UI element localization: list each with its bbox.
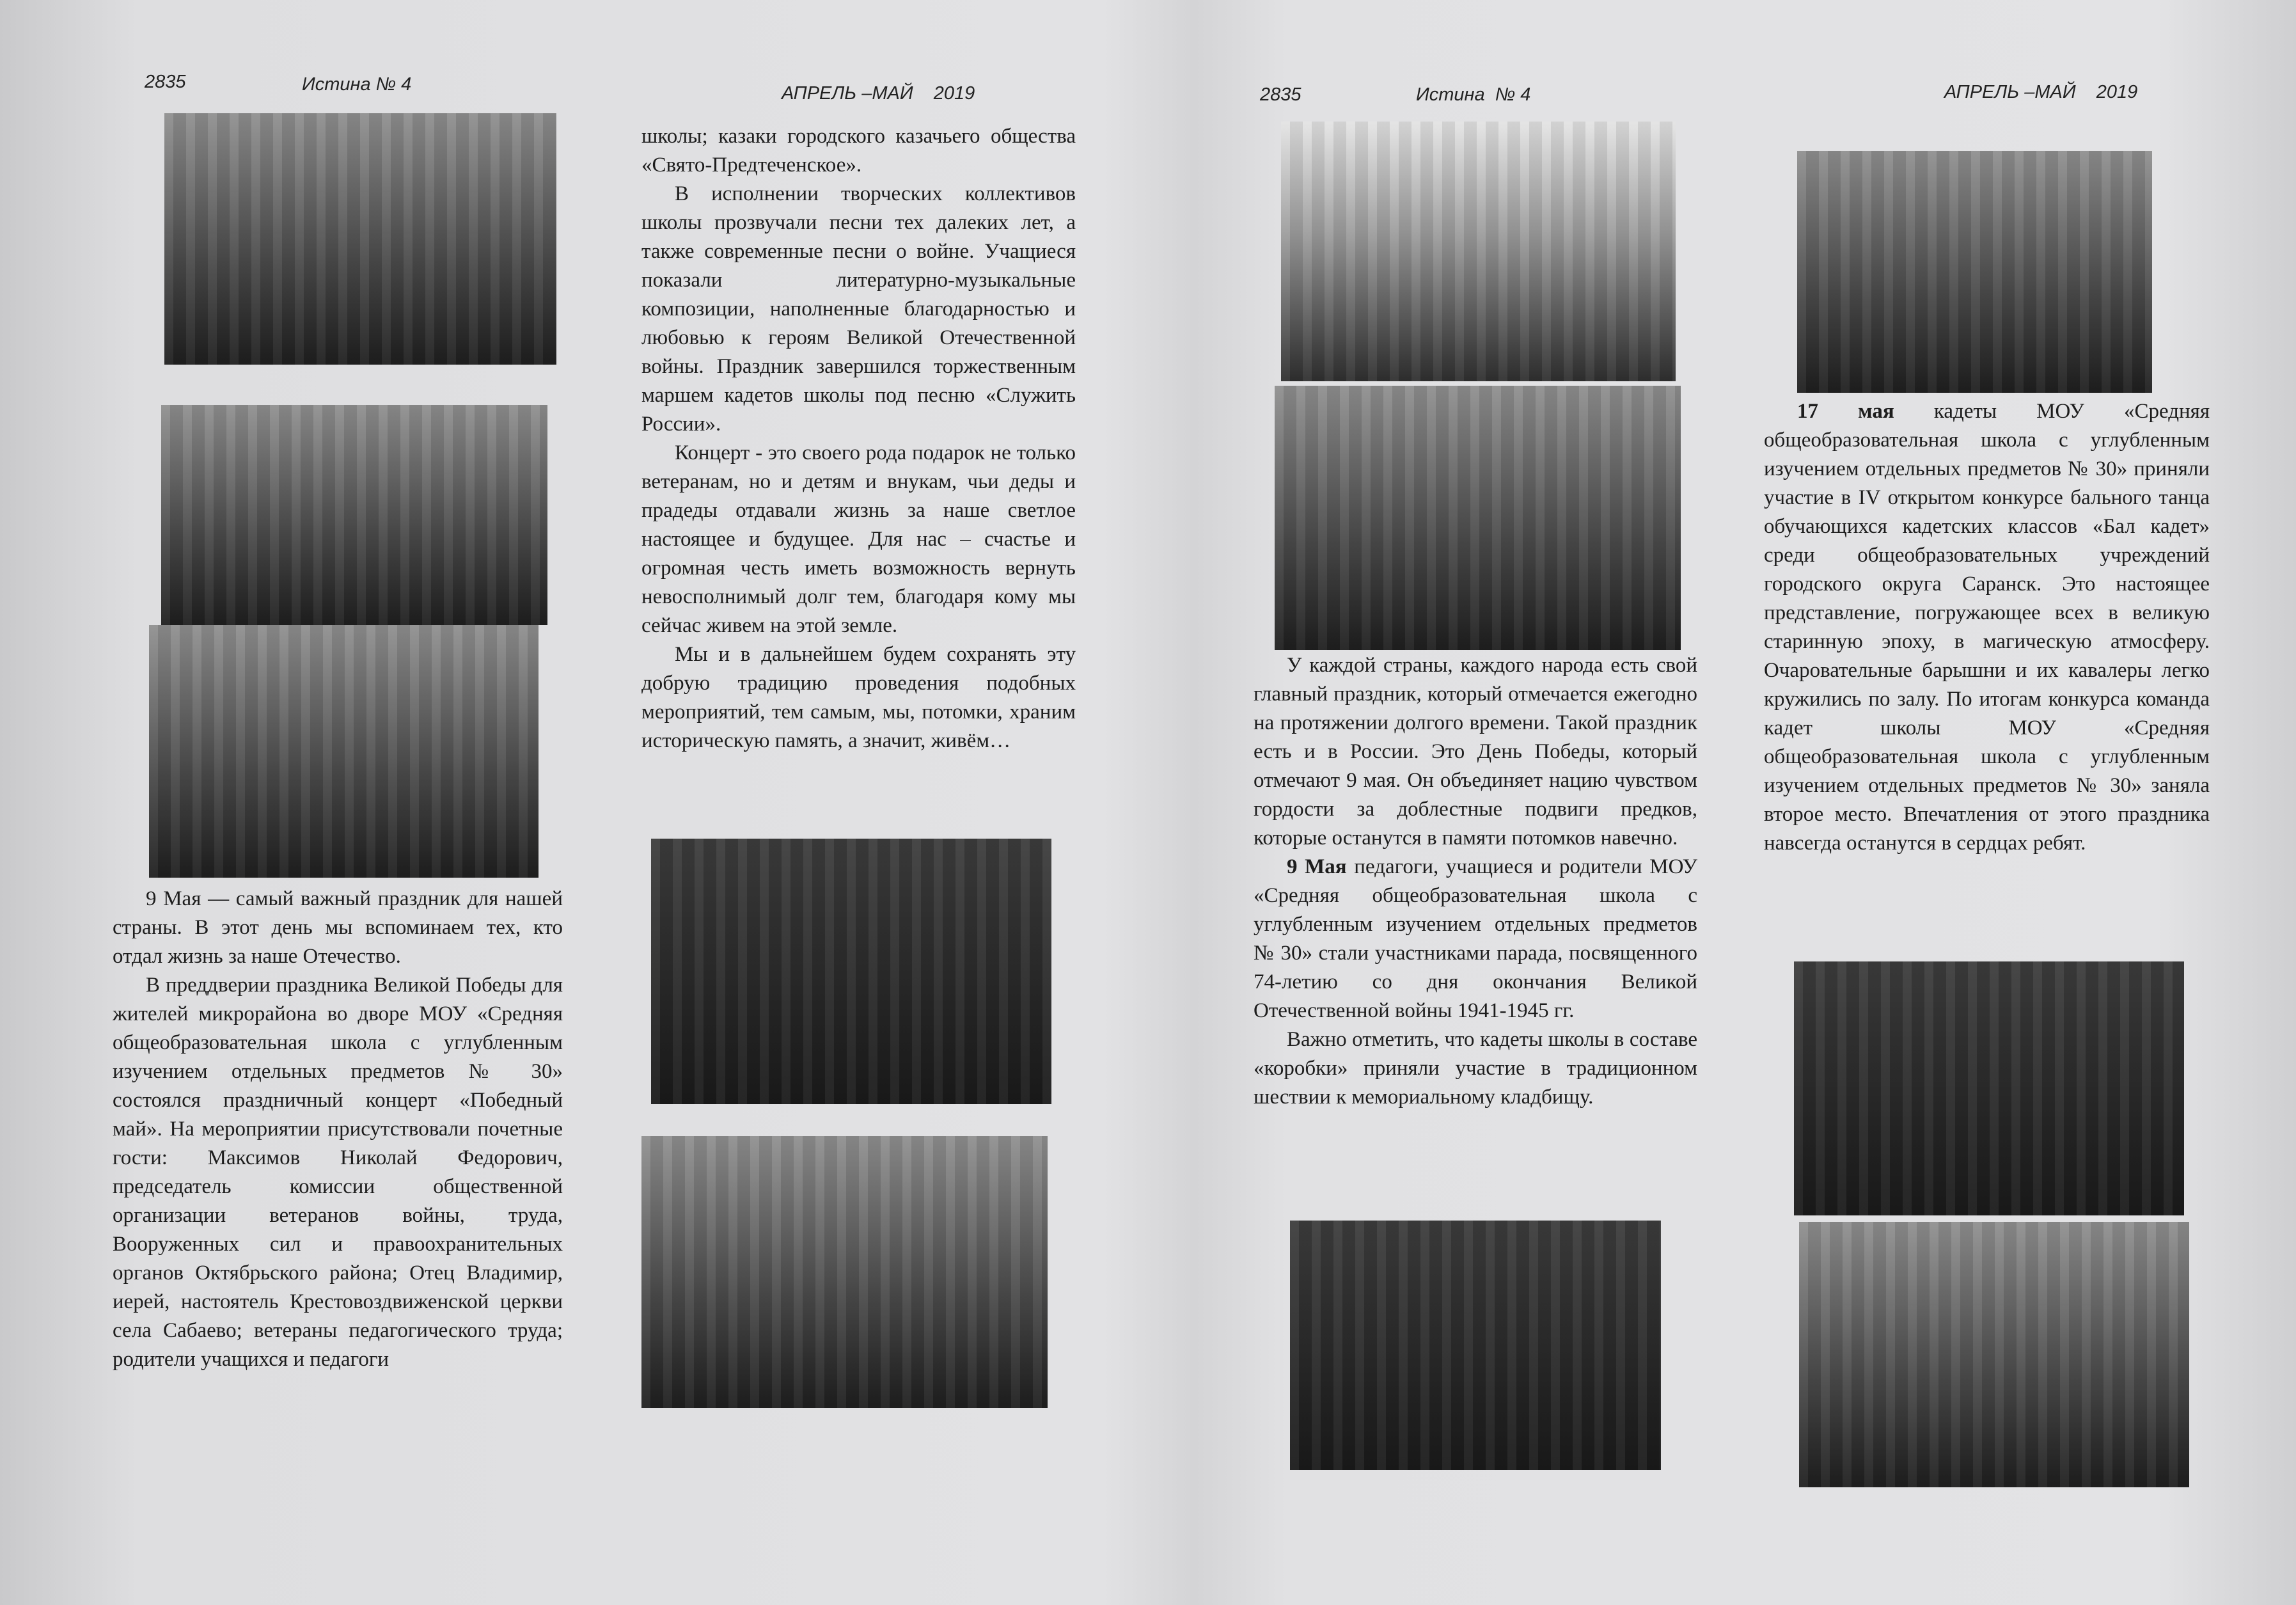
photo-cadets-with-balloons xyxy=(1797,151,2152,393)
photo-ball-dance xyxy=(1799,1222,2189,1487)
right-col2-paragraph-1 xyxy=(1764,397,2210,858)
left-col2-paragraph-3: Концерт - это своего рода подарок не только ветеранам, но и детям и внукам, чьи деды и прадеды отдавали жизнь за наше светлое настоящее и будущее. Для нас – счастье и огромная честь иметь возможность вернуть невосполнимый долг тем, благодаря кому мы сейчас живем на этой земле. xyxy=(641,441,1076,637)
right-col2-date-bold: 17 мая xyxy=(1797,400,1894,423)
left-col2-paragraph-4: Мы и в дальнейшем будем сохранять эту добрую традицию проведения подобных мероприятий, тем самым, мы, потомки, храним историческую память, а значит, живём… xyxy=(641,643,1076,752)
right-page-number: 2835 xyxy=(1260,84,1301,105)
photo-choir-on-stage xyxy=(164,113,556,365)
photo-stage-performance xyxy=(149,625,539,878)
right-col1-paragraph-3: Важно отметить, что кадеты школы в составе «коробки» приняли участие в традиционном шествии к мемориальному кладбищу. xyxy=(1254,1028,1697,1109)
right-col1-paragraph-1: У каждой страны, каждого народа есть свой главный праздник, который отмечается ежегодно на протяжении долгого времени. Такой праздник есть и в России. Это День Победы, который отмечают 9 мая. Он объединяет нацию чувством гордости за доблестные подвиги предков, которые останутся в памяти потомков навечно. xyxy=(1254,654,1697,850)
right-col2-paragraph-1-text: кадеты МОУ «Средняя общеобразовательная школа с углубленным изучением отдельных предметов № 30» приняли участие в IV открытом конкурсе бального танца обучающихся кадетских классов «Бал кадет» среди общеобразовательных учреждений городского округа Саранск. Это настоящее представление, погружающее всех в великую старинную эпоху, в магическую атмосферу. Очаровательные барышни и их кавалеры легко кружились по залу. По итогам конкурса команда кадет школы МОУ «Средняя общеобразовательная школа с углубленным изучением отдельных предметов № 30» заняла второе место. Впечатления от этого праздника навсегда останутся в сердцах ребят. xyxy=(1764,400,2210,855)
photo-school-building-balloons xyxy=(1281,122,1676,381)
left-issue-date: АПРЕЛЬ –МАЙ 2019 xyxy=(782,83,975,104)
right-col1-date-bold: 9 Мая xyxy=(1287,855,1347,878)
photo-ribbon-dance xyxy=(641,1136,1048,1408)
right-col1-paragraph-2-text: педагоги, учащиеся и родители МОУ «Средняя общеобразовательная школа с углубленным изучением отдельных предметов № 30» стали участниками парада, посвященного 74-летию со дня окончания Великой Отечественной войны 1941-1945 гг. xyxy=(1254,855,1697,1022)
left-page-column-1 xyxy=(113,885,563,1480)
photo-audience-waving xyxy=(161,405,547,625)
photo-girls-with-flags xyxy=(1290,1221,1661,1470)
photo-guests-and-priest xyxy=(1275,386,1681,650)
left-col1-paragraph-1: 9 Мая — самый важный праздник для нашей страны. В этот день мы вспоминаем тех, кто отдал жизнь за наше Отечество. xyxy=(113,887,563,968)
left-col2-paragraph-2: В исполнении творческих коллективов школы прозвучали песни тех далеких лет, а также современные песни о войне. Учащиеся показали литературно-музыкальные композиции, наполненные благодарностью и любовью к героям Великой Отечественной войны. Праздник завершился торжественным маршем кадетов школы под песню «Служить России». xyxy=(641,182,1076,436)
right-issue-date: АПРЕЛЬ –МАЙ 2019 xyxy=(1944,82,2138,102)
left-page-column-2 xyxy=(641,122,1076,813)
left-col1-paragraph-2: В преддверии праздника Великой Победы для жителей микрорайона во дворе МОУ «Средняя общеобразовательная школа с углубленным изучением отдельных предметов № 30» состоялся праздничный концерт «Победный май». На мероприятии присутствовали почетные гости: Максимов Николай Федорович, председатель комиссии общественной организации ветеранов войны, труда, Вооруженных сил и правоохранительных органов Октябрьского района; Отец Владимир, иерей, настоятель Крестовоздвиженской церкви села Сабаево; ветераны педагогического труда; родители учащихся и педагоги xyxy=(113,974,563,1371)
right-col1-paragraph-2 xyxy=(1254,853,1697,1025)
right-newspaper-title: Истина № 4 xyxy=(1416,84,1531,105)
left-newspaper-title: Истина № 4 xyxy=(302,74,412,95)
right-page-column-1 xyxy=(1254,651,1697,1214)
left-col2-paragraph-1: школы; казаки городского казачьего общества «Свято-Предтеченское». xyxy=(641,125,1076,177)
right-page-column-2 xyxy=(1764,397,2210,960)
photo-ball-dancers-lineup xyxy=(1794,961,2184,1215)
left-page-number: 2835 xyxy=(145,72,186,92)
photo-cadets-march xyxy=(651,839,1051,1104)
